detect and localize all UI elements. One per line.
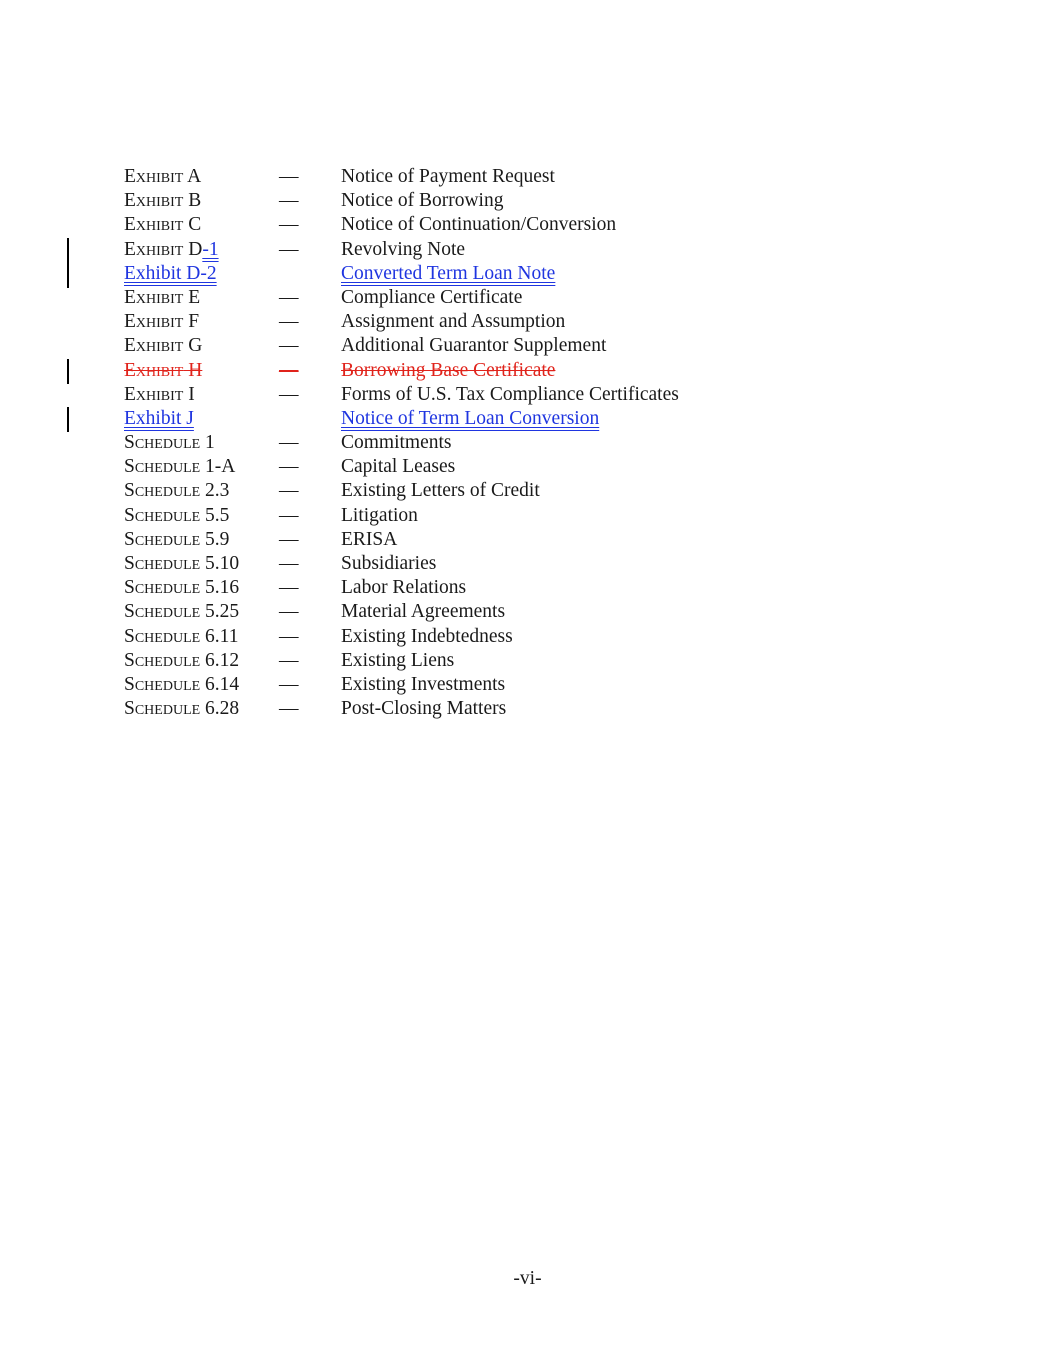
list-item: [0, 649, 1055, 673]
list-item: [0, 213, 1055, 237]
row-title: Labor Relations: [341, 577, 467, 599]
row-dash: —: [279, 553, 299, 574]
row-prefix: Schedule: [124, 601, 201, 623]
row-id: E: [183, 286, 201, 308]
row-dash: —: [279, 190, 299, 212]
row-id: 5.9: [200, 528, 230, 550]
row-title: Subsidiaries: [341, 553, 437, 574]
row-id: 2.3: [200, 480, 230, 502]
row-prefix: Schedule: [124, 673, 201, 695]
row-title: Notice of Payment Request: [341, 166, 555, 187]
row-id: 5.16: [200, 577, 240, 599]
row-prefix: Schedule: [124, 504, 201, 526]
row-title-link[interactable]: Notice of Term Loan Conversion: [341, 407, 600, 429]
list-item: [0, 697, 1055, 721]
row-id: 5.25: [200, 601, 240, 623]
row-prefix: Schedule: [124, 432, 201, 454]
list-item: [0, 286, 1055, 310]
row-dash: —: [279, 311, 299, 333]
list-item: [0, 600, 1055, 624]
row-dash: —: [279, 601, 299, 623]
row-prefix: Exhibit: [124, 383, 184, 405]
row-prefix: Exhibit: [124, 286, 184, 308]
row-id: 6.28: [200, 698, 240, 720]
row-id: 1: [200, 432, 215, 454]
row-id: 5.5: [200, 504, 230, 526]
change-bar: [67, 359, 69, 384]
row-prefix: Schedule: [124, 577, 201, 599]
row-title: ERISA: [341, 528, 398, 550]
row-title: Notice of Borrowing: [341, 190, 504, 212]
list-item-deleted: [0, 359, 1055, 383]
row-dash: —: [279, 335, 299, 357]
row-prefix: Schedule: [124, 698, 201, 720]
row-title: Notice of Continuation/Conversion: [341, 214, 617, 236]
row-title: Post-Closing Matters: [341, 698, 507, 720]
row-prefix: Exhibit: [124, 311, 184, 333]
row-id: 1-A: [200, 456, 236, 478]
row-dash: —: [279, 359, 299, 381]
row-title: Existing Liens: [341, 649, 455, 671]
row-id: H: [183, 359, 203, 381]
row-title: Assignment and Assumption: [341, 311, 566, 333]
row-dash: —: [279, 286, 299, 308]
row-id: 6.12: [200, 649, 240, 671]
row-dash: —: [279, 383, 299, 405]
list-item: [0, 673, 1055, 697]
row-title: Compliance Certificate: [341, 286, 523, 308]
list-item: [0, 576, 1055, 600]
row-title: Existing Investments: [341, 673, 506, 695]
list-item: [0, 189, 1055, 213]
row-dash: —: [279, 456, 299, 478]
row-prefix: Schedule: [124, 649, 201, 671]
row-id: A: [183, 166, 202, 187]
row-prefix: Exhibit: [124, 190, 184, 212]
row-title: Forms of U.S. Tax Compliance Certificates: [341, 383, 679, 405]
list-item: [0, 165, 1055, 189]
row-title: Commitments: [341, 432, 452, 454]
list-item: [0, 310, 1055, 334]
list-item: [0, 528, 1055, 552]
row-dash: —: [279, 577, 299, 599]
row-title: Existing Indebtedness: [341, 625, 513, 647]
row-dash: —: [279, 673, 299, 695]
row-title: Material Agreements: [341, 601, 506, 623]
row-id: 6.14: [200, 673, 240, 695]
list-item: [0, 455, 1055, 479]
row-title: Additional Guarantor Supplement: [341, 335, 607, 357]
row-id: G: [183, 335, 203, 357]
row-prefix: Schedule: [124, 456, 201, 478]
row-title: Revolving Note: [341, 238, 466, 260]
change-bar: [67, 238, 69, 288]
row-id: B: [183, 190, 202, 212]
row-dash: —: [279, 625, 299, 647]
list-item: [0, 238, 1055, 262]
row-dash: —: [279, 698, 299, 720]
row-id: I: [183, 383, 195, 405]
row-prefix: Exhibit: [124, 214, 184, 236]
row-prefix: Schedule: [124, 625, 201, 647]
row-dash: —: [279, 166, 299, 187]
row-title-link[interactable]: Converted Term Loan Note: [341, 262, 556, 284]
list-item: [0, 431, 1055, 455]
list-item: [0, 479, 1055, 503]
inserted-text: -1: [202, 238, 219, 260]
row-dash: —: [279, 649, 299, 671]
row-prefix: Exhibit: [124, 166, 184, 187]
row-id: F: [183, 311, 200, 333]
list-item: [0, 504, 1055, 528]
row-dash: —: [279, 238, 299, 260]
row-id: D: [183, 238, 203, 260]
row-dash: —: [279, 480, 299, 502]
row-id: 6.11: [200, 625, 239, 647]
row-id: C: [183, 214, 202, 236]
list-item-inserted: [0, 407, 1055, 431]
row-dash: —: [279, 528, 299, 550]
row-prefix: Schedule: [124, 480, 201, 502]
row-prefix: Schedule: [124, 553, 201, 574]
change-bar: [67, 407, 69, 432]
list-item: [0, 552, 1055, 576]
row-dash: —: [279, 504, 299, 526]
row-label-link[interactable]: Exhibit J: [124, 407, 194, 429]
row-id: 5.10: [200, 553, 240, 574]
row-dash: —: [279, 214, 299, 236]
list-item: [0, 334, 1055, 358]
row-prefix: Exhibit: [124, 335, 184, 357]
list-item: [0, 383, 1055, 407]
row-prefix: Exhibit: [124, 359, 184, 381]
exhibit-schedule-list: [0, 165, 1055, 721]
row-title: Borrowing Base Certificate: [341, 359, 556, 381]
row-label-link[interactable]: Exhibit D-2: [124, 262, 217, 284]
list-item: [0, 625, 1055, 649]
row-title: Litigation: [341, 504, 418, 526]
page-number: -vi-: [513, 1268, 542, 1289]
row-prefix: Exhibit: [124, 238, 184, 260]
row-title: Existing Letters of Credit: [341, 480, 540, 502]
row-prefix: Schedule: [124, 528, 201, 550]
row-title: Capital Leases: [341, 456, 456, 478]
list-item-inserted: [0, 262, 1055, 286]
row-dash: —: [279, 432, 299, 454]
